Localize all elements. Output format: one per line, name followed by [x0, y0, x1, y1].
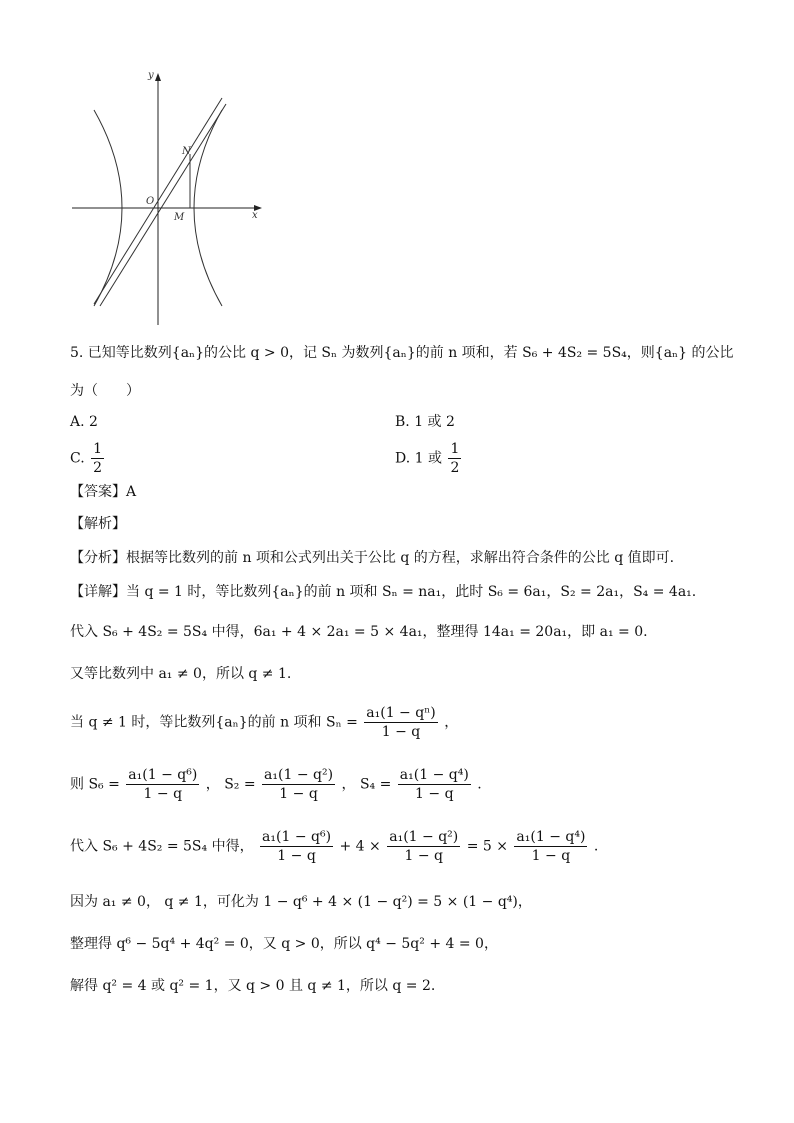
- hyperbola-graph: [70, 70, 270, 330]
- option-c: [70, 440, 106, 477]
- sub-den-1: 1 − q: [277, 848, 316, 864]
- substitute-label: 代入 S₆ + 4S₂ = 5S₄ 中得，: [70, 838, 254, 855]
- analysis-line: 【分析】根据等比数列的前 n 项和公式列出关于公比 q 的方程，求解出符合条件的公比 q 值即可.: [70, 550, 675, 566]
- answer-line: 【答案】A: [70, 484, 137, 500]
- option-c-num: 1: [93, 441, 103, 457]
- option-d: [395, 440, 463, 477]
- question-line-1: 5. 已知等比数列{aₙ}的公比 q > 0，记 Sₙ 为数列{aₙ}的前 n 项和，若 S₆ + 4S₂ = 5S₄，则{aₙ} 的公比: [70, 345, 734, 361]
- s4-den: 1 − q: [415, 786, 454, 802]
- label-y: y: [148, 70, 154, 81]
- sub-num-2: a₁(1 − q²): [389, 829, 459, 845]
- detail-line-7: 因为 a₁ ≠ 0， q ≠ 1，可化为 1 − q⁶ + 4 × (1 − q²) = 5 × (1 − q⁴)，: [70, 894, 532, 910]
- detail-line-4-suffix: ，: [444, 714, 459, 731]
- option-d-fraction: [448, 440, 461, 477]
- s4-fraction: [398, 766, 471, 803]
- sub-op-1: + 4 ×: [339, 838, 381, 855]
- sub-fraction-2: [387, 828, 460, 865]
- s2-den: 1 − q: [279, 786, 318, 802]
- s4-label: ， S₄ =: [341, 776, 392, 793]
- sn-formula-fraction: [364, 704, 437, 741]
- label-x: x: [252, 210, 258, 221]
- label-O: O: [146, 196, 155, 207]
- detail-line-9: 解得 q² = 4 或 q² = 1，又 q > 0 且 q ≠ 1，所以 q = 2.: [70, 978, 436, 994]
- s2-fraction: [262, 766, 335, 803]
- s6-label: 则 S₆ =: [70, 776, 120, 793]
- option-d-den: 2: [450, 460, 460, 476]
- hyperbola-figure: [70, 70, 270, 330]
- s2-label: ， S₂ =: [205, 776, 256, 793]
- detail-line-5-end: .: [477, 776, 482, 793]
- detail-line-6: [70, 828, 598, 865]
- s6-den: 1 − q: [143, 786, 183, 802]
- option-d-prefix: D. 1 或: [395, 450, 442, 467]
- sub-fraction-3: [514, 828, 587, 865]
- option-c-den: 2: [93, 460, 103, 476]
- sub-fraction-1: [260, 828, 333, 865]
- s2-num: a₁(1 − q²): [264, 767, 334, 783]
- s4-num: a₁(1 − q⁴): [399, 767, 469, 783]
- sub-num-1: a₁(1 − q⁶): [262, 829, 332, 845]
- sub-op-2: = 5 ×: [466, 838, 508, 855]
- detail-line-6-end: .: [593, 838, 599, 855]
- analysis-title: 【解析】: [70, 516, 126, 532]
- option-c-fraction: [91, 440, 104, 477]
- sub-num-3: a₁(1 − q⁴): [516, 829, 586, 845]
- sn-formula-den: 1 − q: [381, 724, 421, 740]
- detail-line-4: [70, 704, 458, 741]
- detail-line-4-prefix: 当 q ≠ 1 时，等比数列{aₙ}的前 n 项和 Sₙ =: [70, 714, 358, 731]
- label-M: M: [174, 212, 185, 223]
- label-N: N: [182, 146, 191, 157]
- detail-line-3: 又等比数列中 a₁ ≠ 0，所以 q ≠ 1.: [70, 666, 292, 682]
- detail-line-8: 整理得 q⁶ − 5q⁴ + 4q² = 0，又 q > 0，所以 q⁴ − 5q² + 4 = 0，: [70, 936, 498, 952]
- y-axis-arrow: [155, 73, 161, 81]
- sn-formula-num: a₁(1 − qⁿ): [366, 705, 436, 721]
- detail-line-2: 代入 S₆ + 4S₂ = 5S₄ 中得，6a₁ + 4 × 2a₁ = 5 × 4a₁，整理得 14a₁ = 20a₁，即 a₁ = 0.: [70, 624, 648, 640]
- option-c-prefix: C.: [70, 450, 85, 467]
- s6-num: a₁(1 − q⁶): [128, 767, 198, 783]
- s6-fraction: [126, 766, 199, 803]
- sub-den-3: 1 − q: [531, 848, 571, 864]
- option-a: A. 2: [70, 414, 98, 430]
- option-b: B. 1 或 2: [395, 414, 455, 430]
- detail-line-5: [70, 766, 482, 803]
- question-line-2: 为（ ）: [70, 383, 140, 399]
- option-d-num: 1: [450, 441, 460, 457]
- detail-line-1: 【详解】当 q = 1 时，等比数列{aₙ}的前 n 项和 Sₙ = na₁，此时 S₆ = 6a₁，S₂ = 2a₁，S₄ = 4a₁.: [70, 584, 697, 600]
- sub-den-2: 1 − q: [404, 848, 443, 864]
